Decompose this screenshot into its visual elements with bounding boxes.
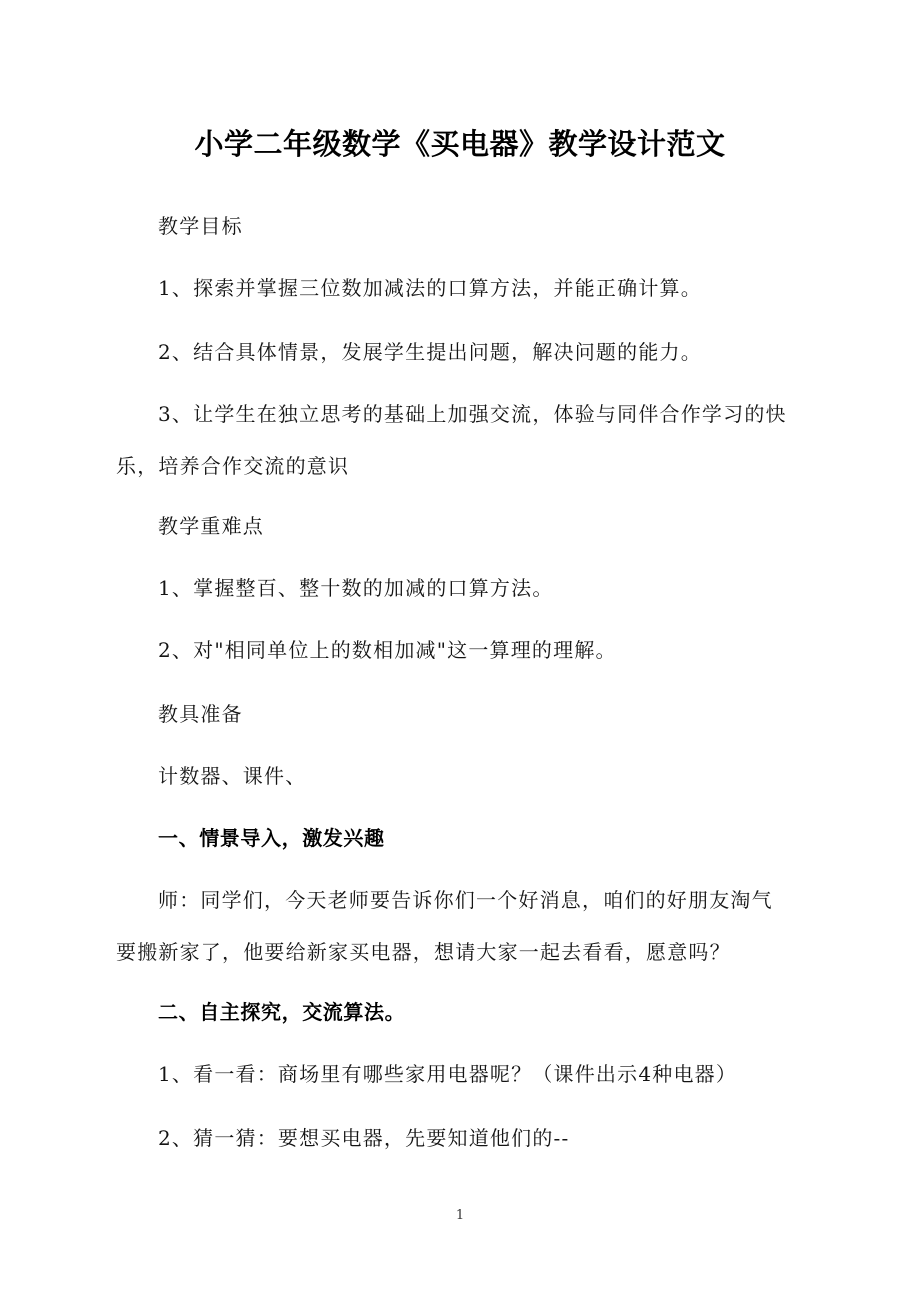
objective-item-1: 1、探索并掌握三位数加减法的口算方法，并能正确计算。 (158, 276, 702, 300)
page-number: 1 (455, 1208, 465, 1223)
part1-heading: 一、情景导入，激发兴趣 (158, 826, 385, 850)
objective-item-3: 3、让学生在独立思考的基础上加强交流，体验与同伴合作学习的快 (158, 402, 787, 426)
part2-item-1: 1、看一看：商场里有哪些家用电器呢？（课件出示4种电器） (158, 1062, 738, 1086)
objective-item-2: 2、结合具体情景，发展学生提出问题，解决问题的能力。 (158, 340, 702, 364)
part2-item-2: 2、猜一猜：要想买电器，先要知道他们的-- (158, 1126, 570, 1150)
materials-text: 计数器、课件、 (158, 764, 307, 788)
document-title: 小学二年级数学《买电器》教学设计范文 (194, 127, 726, 161)
key-points-heading: 教学重难点 (158, 514, 264, 538)
objective-item-3-continued: 乐，培养合作交流的意识 (116, 454, 350, 478)
part1-paragraph-line-2: 要搬新家了，他要给新家买电器，想请大家一起去看看，愿意吗？ (116, 940, 731, 964)
objectives-heading: 教学目标 (158, 214, 243, 238)
part1-paragraph-line-1: 师：同学们，今天老师要告诉你们一个好消息，咱们的好朋友淘气 (158, 888, 773, 912)
materials-heading: 教具准备 (158, 702, 243, 726)
key-point-item-1: 1、掌握整百、整十数的加减的口算方法。 (158, 576, 554, 600)
key-point-item-2: 2、对"相同单位上的数相加减"这一算理的理解。 (158, 638, 617, 662)
part2-heading: 二、自主探究，交流算法。 (158, 1000, 406, 1024)
